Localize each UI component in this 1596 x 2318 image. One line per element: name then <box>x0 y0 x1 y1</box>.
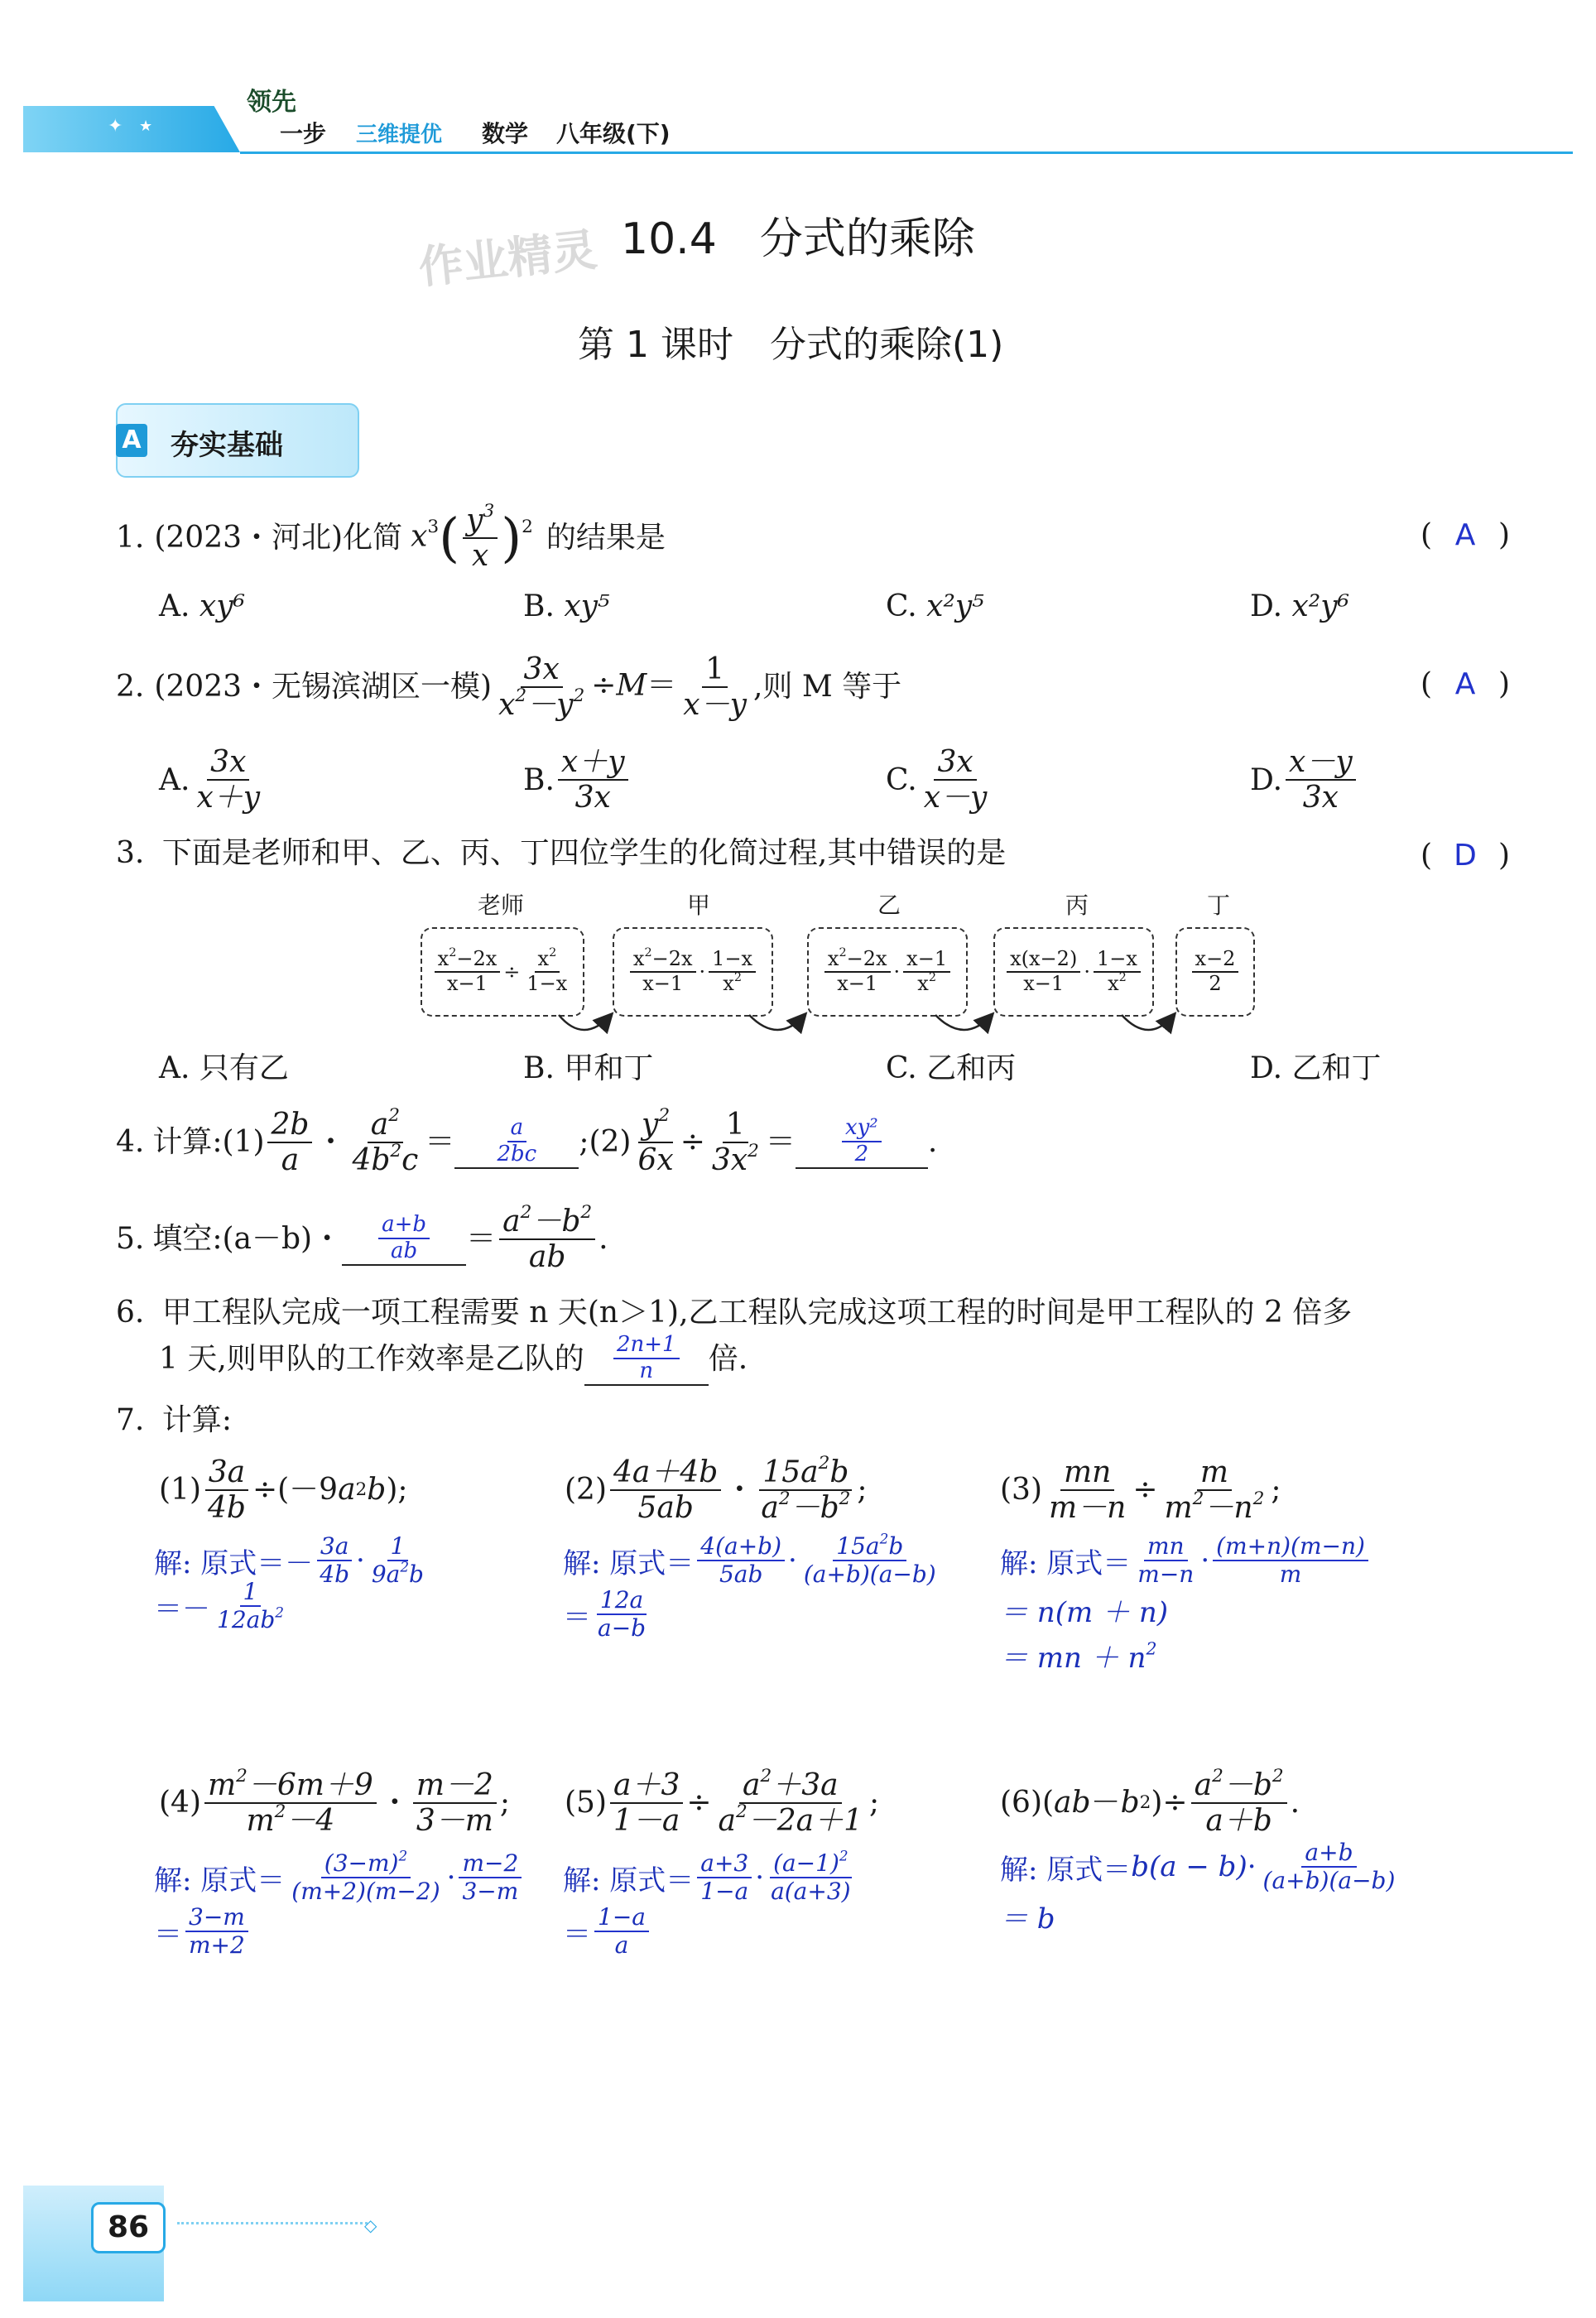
q7-5-solution-line2: ＝ 1−a a <box>563 1898 652 1965</box>
star-icon: ✦ <box>108 116 123 137</box>
flow-arrows <box>0 0 1596 1076</box>
q4-number: 4. <box>116 1125 145 1159</box>
box-bing: x(x−2) x−1 · 1−x $x^2$ <box>993 927 1154 1017</box>
q3-option-b: B. 甲和丁 <box>523 1051 654 1085</box>
q3-option-c: C. 乙和丙 <box>886 1051 1017 1085</box>
q7-5-solution-line1: 解: 原式＝ a+3 1−a · $(a-1)^2$ a(a+3) <box>563 1847 851 1905</box>
watermark: 作业精灵 <box>416 223 600 295</box>
orig-label: 原式＝ <box>609 1864 695 1897</box>
label-ding: 丁 <box>1207 892 1231 919</box>
q2-option-c: C. 3x x－y <box>886 745 988 815</box>
diamond-icon: ◇ <box>364 2215 377 2235</box>
q7-number: 7. <box>116 1403 145 1437</box>
box-yi: $x^2-2x$ x−1 · x−1 $x^2$ <box>807 927 968 1017</box>
q6-line1 <box>116 1298 1352 1328</box>
page-subtitle: 第 1 课时 分式的乘除(1) <box>578 324 1004 366</box>
q7-stem <box>116 1403 232 1437</box>
solve-label: 解: <box>154 1864 192 1897</box>
footer-dotted-rule <box>177 2222 368 2224</box>
q5-ans-num: a+b <box>378 1213 430 1239</box>
q2-answer: A <box>1454 667 1476 701</box>
q7-6-problem: (6)( ab － b 2 )÷ $a^2-b^2$ a＋b . <box>1000 1765 1300 1838</box>
q4-ans1-num: a <box>507 1116 527 1142</box>
q1-number: 1. <box>116 521 145 555</box>
q2-option-a: A. 3x x＋y <box>159 745 261 815</box>
q7-6-solution-line1: 解: 原式＝ b(a − b) · a+b (a+b)(a−b) <box>1000 1838 1396 1894</box>
q6-text2b: 倍. <box>708 1342 748 1376</box>
arrow-teacher-jia <box>559 1015 611 1030</box>
q6-ans-num: 2n+1 <box>613 1333 680 1359</box>
q1-option-a: A. xy⁶ <box>159 589 245 623</box>
q1-answer-paren: ( A ) <box>1421 518 1511 552</box>
arrow-yi-bing <box>935 1015 992 1030</box>
arrow-jia-yi <box>749 1015 805 1030</box>
q1-option-c: C. x²y⁵ <box>886 589 984 623</box>
q7-4-solution-line1: 解: 原式＝ $(3-m)^2$ (m+2)(m−2) · m−2 3−m <box>154 1844 525 1911</box>
box-jia: $x^2-2x$ x−1 · 1−x $x^2$ <box>613 927 773 1017</box>
q1-answer: A <box>1454 518 1476 552</box>
q3-text: 下面是老师和甲、乙、丙、丁四位学生的化简过程,其中错误的是 <box>161 836 1007 870</box>
section-badge: A <box>116 424 147 457</box>
label-bing: 丙 <box>1065 892 1089 919</box>
q7-1-solution-line2: ＝－ 1 $12ab^2$ <box>154 1577 284 1633</box>
q7-4-solution-line2: ＝ 3−m m+2 <box>154 1898 252 1965</box>
q3-option-d: D. 乙和丁 <box>1250 1051 1382 1085</box>
q2-number: 2. <box>116 670 145 704</box>
solve-label: 解: <box>563 1864 601 1897</box>
q5-blank[interactable] <box>342 1213 466 1266</box>
page-number: 86 <box>91 2202 166 2253</box>
q6-ans-den: n <box>639 1359 654 1383</box>
label-teacher: 老师 <box>478 892 525 919</box>
q4-line: 4. 计算:(1) 2b a ・ $a^2$ $4b^2c$ ＝ $\frac{a}{2bc}$ ;(2) $y^2$ 6x ÷ 1 $3x^2$ ＝ $\frac{\text{xy²}}{2}$ . <box>116 1104 938 1177</box>
q5-line: 5. 填空:(a－b)・ $\frac{a+b}{ab}$ ＝ $a^2-b^2$ ab . <box>116 1201 608 1274</box>
q1-expression: $x^3$( $\frac{y^3}{x}$ )$^2$ <box>411 500 533 573</box>
q2-answer-paren: ( A ) <box>1421 667 1511 701</box>
solve-label: 解: <box>563 1546 601 1580</box>
q4-ans1-den: 2bc <box>497 1142 537 1166</box>
orig-label: 原式＝ <box>609 1546 695 1580</box>
solve-label: 解: <box>154 1546 192 1580</box>
q7-2-problem: (2) 4a＋4b 5ab ・ $15a^2b$ $a^2-b^2$ ; <box>565 1452 868 1525</box>
solve-label: 解: <box>1000 1853 1038 1887</box>
brand-bottom: 一步 <box>280 120 327 147</box>
q7-4-problem: (4) $m^2-6m+9$ $m^2-4$ ・ m－2 3－m ; <box>159 1765 511 1838</box>
q4-mid: ;(2) <box>579 1125 632 1159</box>
q7-2-solution-line2: ＝ 12a a−b <box>563 1585 647 1642</box>
q7-3-solution-line2: ＝ n(m ＋ n) <box>1000 1596 1168 1629</box>
orig-label: 原式＝ <box>1046 1853 1132 1887</box>
q7-1-problem: (1) 3a 4b ÷(－9 a 2 b ); <box>159 1455 408 1525</box>
q4-blank-2[interactable] <box>796 1116 928 1169</box>
q5-number: 5. <box>116 1222 145 1256</box>
q2-option-b: B. x＋y 3x <box>523 745 632 815</box>
q4-blank-1[interactable] <box>454 1116 579 1169</box>
q6-number: 6. <box>116 1296 145 1330</box>
q1-source: (2023・河北)化简 <box>154 521 403 555</box>
q7-2-solution-line1: 解: 原式＝ 4(a+b) 5ab · $15a^2b$ (a+b)(a−b) <box>563 1530 936 1588</box>
orig-label: 原式＝ <box>200 1546 286 1580</box>
orig-label: 原式＝ <box>200 1864 286 1897</box>
q2-source: (2023・无锡滨湖区一模) <box>154 670 493 704</box>
q1-option-b: B. xy⁵ <box>523 589 610 623</box>
q3-option-a: A. 只有乙 <box>159 1051 289 1085</box>
star-icon: ★ <box>139 118 153 135</box>
section-label: 夯实基础 <box>171 429 283 462</box>
q5-lead: 填空:(a－b)・ <box>152 1222 343 1256</box>
series-name: 三维提优 <box>356 123 443 147</box>
q5-ans-den: ab <box>391 1238 418 1263</box>
q6-text1: 甲工程队完成一项工程需要 n 天(n＞1),乙工程队完成这项工程的时间是甲工程队的 2 倍多 <box>161 1296 1353 1330</box>
box-teacher: $x^2-2x$ x−1 ÷ $x^2$ 1−x <box>421 927 584 1017</box>
q7-1-solution-line1: 解: 原式＝ － 3a 4b · 1 $9a^2b$ <box>154 1532 424 1588</box>
subject: 数学 <box>482 120 529 147</box>
label-jia: 甲 <box>687 892 711 919</box>
q1-option-d: D. x²y⁶ <box>1250 589 1349 623</box>
q2-option-d: D. x－y 3x <box>1250 745 1359 815</box>
q7-3-solution-line3: ＝ mn ＋ $n^2$ <box>1000 1638 1157 1675</box>
q4-lead: 计算:(1) <box>152 1125 265 1159</box>
q6-line2 <box>159 1332 748 1384</box>
arrow-bing-ding <box>1122 1015 1174 1030</box>
q4-ans2-den: 2 <box>854 1142 869 1166</box>
orig-label: 原式＝ <box>1046 1546 1132 1580</box>
box-ding: x−2 2 <box>1175 927 1255 1017</box>
q3-answer-paren: ( D ) <box>1421 839 1511 873</box>
q2-expression: $\frac{3x}{x^2-y^2}$ ÷M＝ $\frac{1}{x-y}$ <box>498 652 747 722</box>
solve-label: 解: <box>1000 1546 1038 1580</box>
q2-tail: ,则 M 等于 <box>752 670 902 704</box>
q7-6-solution-line2: ＝ b <box>1000 1902 1055 1936</box>
q6-blank[interactable] <box>584 1333 709 1386</box>
q7-lead: 计算: <box>161 1403 232 1437</box>
label-yi: 乙 <box>877 892 901 919</box>
page-title: 10.4 分式的乘除 <box>621 214 975 264</box>
q7-5-problem: (5) a＋3 1－a ÷ $a^2+3a$ $a^2-2a+1$ ; <box>565 1765 880 1838</box>
grade: 八年级(下) <box>556 120 671 147</box>
q3-answer: D <box>1454 839 1477 873</box>
q3-number: 3. <box>116 836 145 870</box>
brand-top: 领先 <box>247 88 296 117</box>
q6-text2a: 1 天,则甲队的工作效率是乙队的 <box>159 1342 584 1376</box>
q7-3-problem: (3) mn m－n ÷ m $m^2-n^2$ ; <box>1000 1455 1281 1525</box>
q7-3-solution-line1: 解: 原式＝ mn m−n · (m+n)(m−n) m <box>1000 1527 1372 1594</box>
q4-ans2-num: xy² <box>842 1116 882 1142</box>
q1-tail: 的结果是 <box>546 521 666 555</box>
